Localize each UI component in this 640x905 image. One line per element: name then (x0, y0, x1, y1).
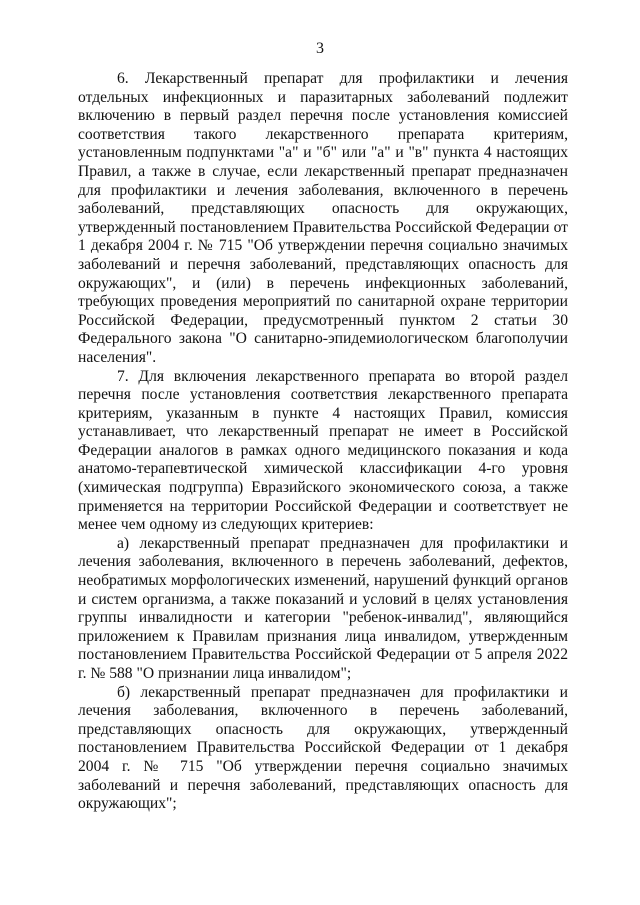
document-body (78, 70, 568, 814)
paragraph-item-6: 6. Лекарственный препарат для профилактики и лечения отдельных инфекционных и паразитарных заболеваний подлежит включению в первый раздел перечня после установления комиссией соответствия такого лекарственного препарата критериям, установленным подпунктами "а" и "б" или "а" и "в" пункта 4 настоящих Правил, а также в случае, если лекарственный препарат предназначен для профилактики и лечения заболевания, включенного в перечень заболеваний, представляющих опасность для окружающих, утвержденный постановлением Правительства Российской Федерации от 1 декабря 2004 г. № 715 "Об утверждении перечня социально значимых заболеваний и перечня заболеваний, представляющих опасность для окружающих", и (или) в перечень инфекционных заболеваний, требующих проведения мероприятий по санитарной охране территории Российской Федерации, предусмотренный пунктом 2 статьи 30 Федерального закона "О санитарно-эпидемиологическом благополучии населения". (78, 70, 568, 366)
page-number: 3 (316, 40, 324, 57)
paragraph-subitem-b: б) лекарственный препарат предназначен для профилактики и лечения заболевания, включенного в перечень заболеваний, представляющих опасность для окружающих, утвержденный постановлением Правительства Российской Федерации от 1 декабря 2004 г. № 715 "Об утверждении перечня социально значимых заболеваний и перечня заболеваний, представляющих опасность для окружающих"; (78, 683, 568, 813)
paragraph-item-7: 7. Для включения лекарственного препарата во второй раздел перечня после установления соответствия лекарственного препарата критериям, указанным в пункте 4 настоящих Правил, комиссия устанавливает, что лекарственный препарат не имеет в Российской Федерации аналогов в рамках одного медицинского показания и кода анатомо-терапевтической химической классификации 4-го уровня (химическая подгруппа) Евразийского экономического союза, а также применяется на территории Российской Федерации и соответствует не менее чем одному из следующих критериев: (78, 367, 568, 534)
paragraph-subitem-a: а) лекарственный препарат предназначен для профилактики и лечения заболевания, включенного в перечень заболеваний, дефектов, необратимых морфологических изменений, нарушений функций органов и систем организма, а также показаний и условий в целях установления группы инвалидности и категории "ребенок-инвалид", являющийся приложением к Правилам признания лица инвалидом, утвержденным постановлением Правительства Российской Федерации от 5 апреля 2022 г. № 588 "О признании лица инвалидом"; (78, 534, 568, 682)
